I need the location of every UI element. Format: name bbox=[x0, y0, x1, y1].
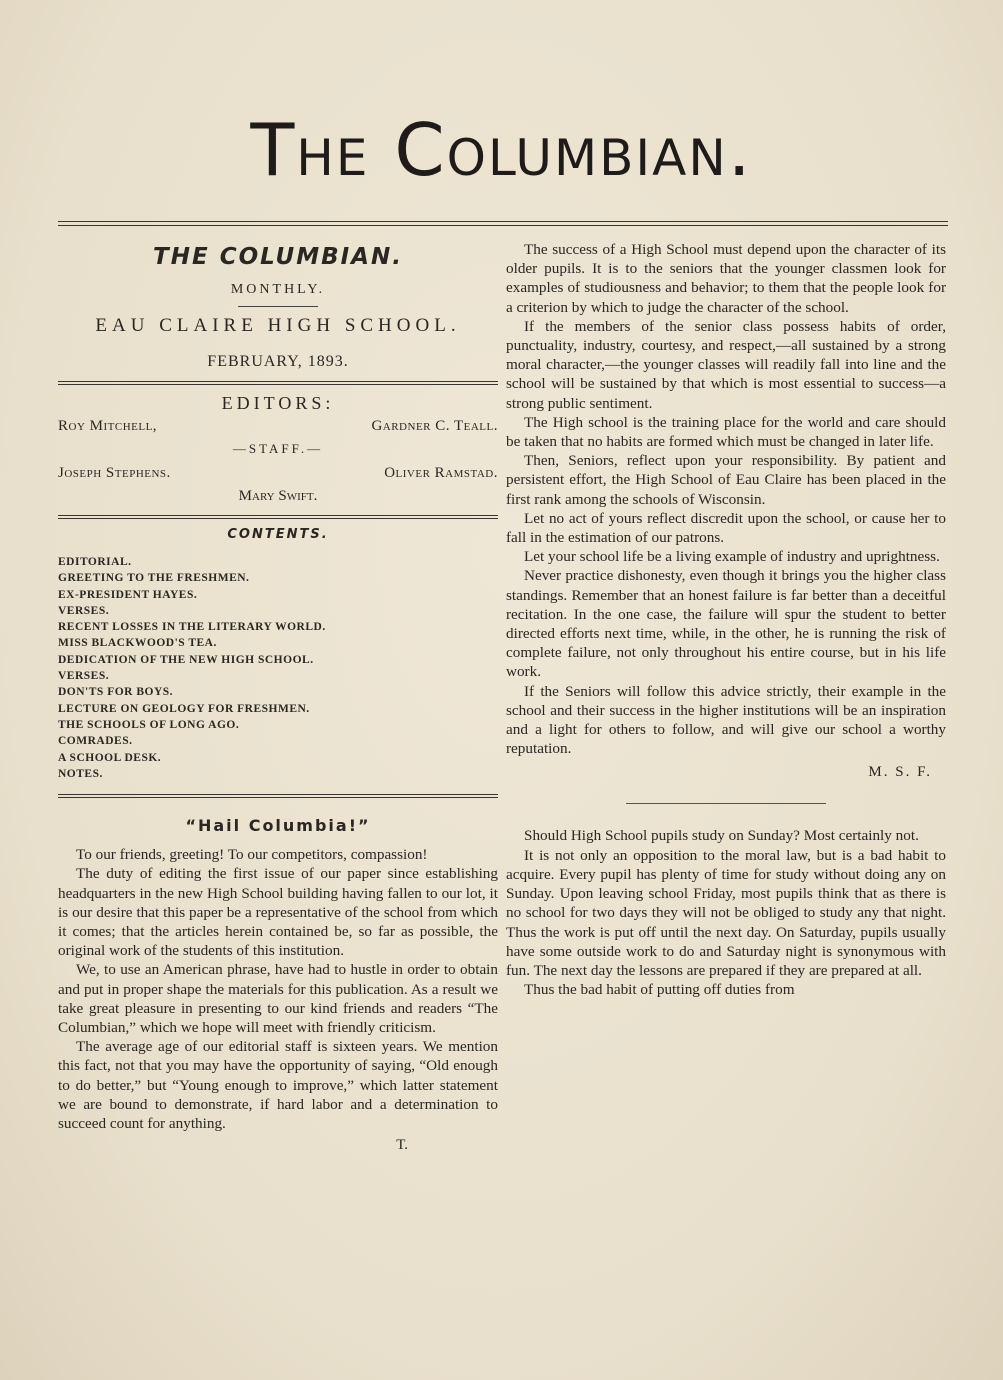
divider bbox=[626, 803, 826, 804]
top-rule bbox=[58, 221, 948, 222]
paragraph: Never practice dishonesty, even though it brings you the higher class standings. Remember that an honest failure is far better than a deceitful recitation. In the one case, the failure will spur the student to better directed efforts next time, while, in the other, he is running the risk of complete failure, not only throughout his entire course, but in his life work. bbox=[506, 567, 946, 681]
divider bbox=[238, 306, 318, 307]
staff-label: —STAFF.— bbox=[232, 441, 324, 456]
paragraph: It is not only an opposition to the moral law, but is a bad habit to acquire. Every pupil has plenty of time for study without doing any on Sunday. Upon leaving school Friday, most pupils think that as there is no school for two days they will not be obliged to study any that night. Thus the work is put off until the next day. On Saturday, pupils usually have some outside work to do and Saturday night is synonymous with fun. The next day the lessons are prepared if they are prepared at all. bbox=[506, 846, 946, 979]
signature: M. S. F. bbox=[868, 764, 932, 781]
paragraph: The average age of our editorial staff is sixteen years. We mention this fact, not that you may have the opportunity of saying, “Old enough to do better,” but “Young enough to improve,” which latter statement we are bound to demonstrate, if hard labor and a determination to succeed count for anything. bbox=[58, 1038, 498, 1132]
divider bbox=[58, 515, 498, 519]
contents-item: MISS BLACKWOOD'S TEA. bbox=[58, 637, 217, 650]
paragraph: Let no act of yours reflect discredit upon the school, or cause her to fall in the estimation of our patrons. bbox=[506, 509, 946, 547]
editor-name: Gardner C. Teall. bbox=[371, 418, 498, 434]
divider bbox=[58, 794, 498, 798]
contents-item: GREETING TO THE FRESHMEN. bbox=[58, 572, 250, 585]
paragraph: Let your school life be a living example of industry and uprightness. bbox=[524, 548, 940, 566]
paragraph: To our friends, greeting! To our competitors, compassion! bbox=[76, 846, 428, 864]
paragraph: The success of a High School must depend upon the character of its older pupils. It is to the seniors that the younger classmen look for examples of studiousness and behavior; to them that the people look for a criterion by which to judge the character of the school. bbox=[506, 241, 946, 316]
contents-item: A SCHOOL DESK. bbox=[58, 751, 162, 764]
contents-item: VERSES. bbox=[58, 604, 110, 617]
paragraph: If the members of the senior class possess habits of order, punctuality, industry, courtesy, and respect,—all sustained by a strong moral character,—the younger classes will readily fall into line and the school will be sustained by that which is most essential to success—a strong public sentiment. bbox=[506, 317, 946, 412]
paragraph: If the Seniors will follow this advice strictly, their example in the school and their success in the higher institutions will be an inspiration and a light for others to follow, and will give our school a worthy reputation. bbox=[506, 682, 946, 758]
contents-title: CONTENTS. bbox=[227, 527, 329, 542]
contents-item: VERSES. bbox=[58, 670, 110, 683]
right-column bbox=[506, 240, 946, 999]
staff-name: Mary Swift. bbox=[238, 488, 318, 504]
contents-item: THE SCHOOLS OF LONG AGO. bbox=[58, 718, 240, 731]
staff-name: Oliver Ramstad. bbox=[384, 465, 498, 481]
divider bbox=[58, 381, 498, 385]
top-rule-second bbox=[58, 225, 948, 226]
contents-item: LECTURE ON GEOLOGY FOR FRESHMEN. bbox=[58, 702, 310, 715]
masthead: The Columbian. bbox=[250, 108, 753, 192]
contents-item: EDITORIAL. bbox=[58, 556, 132, 568]
paragraph: The High school is the training place for the world and care should be taken that no habits are formed which must be changed in later life. bbox=[506, 413, 946, 451]
editor-name: Roy Mitchell, bbox=[58, 418, 158, 434]
paragraph: Thus the bad habit of putting off duties from bbox=[524, 981, 795, 999]
left-column bbox=[58, 240, 498, 1154]
paper-title: THE COLUMBIAN. bbox=[153, 244, 403, 270]
contents-item: COMRADES. bbox=[58, 735, 133, 748]
frequency: MONTHLY. bbox=[230, 282, 326, 297]
editors-label: EDITORS: bbox=[221, 393, 335, 413]
staff-row bbox=[58, 465, 498, 482]
school-name: EAU CLAIRE HIGH SCHOOL. bbox=[95, 315, 461, 336]
staff-name: Joseph Stephens. bbox=[58, 465, 171, 481]
issue-date: FEBRUARY, 1893. bbox=[207, 353, 349, 370]
paragraph: We, to use an American phrase, have had to hustle in order to obtain and put in proper shape the materials for this publication. As a result we take great pleasure in presenting to our kind friends and readers “The Columbian,” which we hope will meet with friendly criticism. bbox=[58, 961, 498, 1036]
contents-item: RECENT LOSSES IN THE LITERARY WORLD. bbox=[58, 621, 326, 634]
paragraph: Then, Seniors, reflect upon your responsibility. By patient and persistent effort, the High School of Eau Claire has been placed in the first rank among the schools of Wisconsin. bbox=[506, 452, 946, 508]
contents-item: DEDICATION OF THE NEW HIGH SCHOOL. bbox=[58, 653, 314, 666]
contents-item: DON'TS FOR BOYS. bbox=[58, 686, 174, 699]
contents-item: NOTES. bbox=[58, 767, 103, 780]
editors-row bbox=[58, 418, 498, 435]
paragraph: The duty of editing the first issue of our paper since establishing headquarters in the new High School building having fallen to our lot, it is our desire that this paper be a representative of the school from which it comes; that the articles herein contained be, so far as possible, the original work of the students of this institution. bbox=[58, 865, 498, 960]
article-title: “Hail Columbia!” bbox=[185, 816, 371, 836]
signature: T. bbox=[396, 1137, 408, 1154]
contents-list bbox=[58, 554, 498, 782]
paragraph: Should High School pupils study on Sunday? Most certainly not. bbox=[524, 827, 919, 845]
contents-item: EX-PRESIDENT HAYES. bbox=[58, 588, 198, 601]
